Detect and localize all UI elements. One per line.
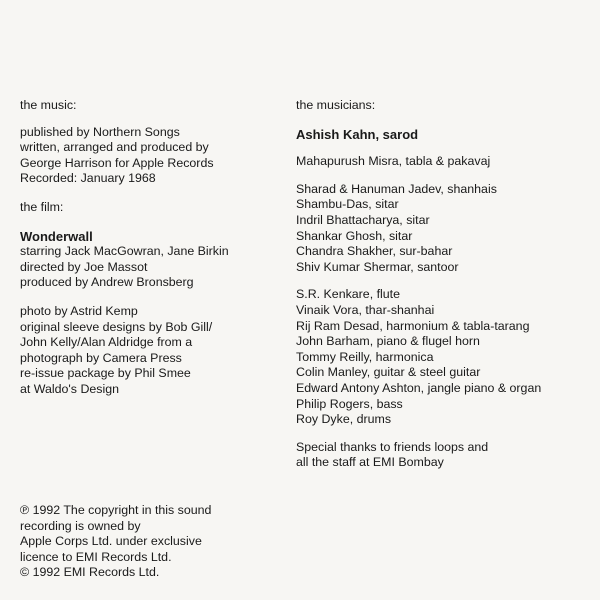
musician-line: Shankar Ghosh, sitar bbox=[296, 228, 413, 243]
thanks-line: all the staff at EMI Bombay bbox=[296, 455, 444, 470]
music-line: published by Northern Songs bbox=[20, 124, 180, 139]
musician-line: Shiv Kumar Shermar, santoor bbox=[296, 259, 459, 274]
credit-line: photo by Astrid Kemp bbox=[20, 303, 138, 318]
film-line: directed by Joe Massot bbox=[20, 259, 148, 274]
musician-line: Shambu-Das, sitar bbox=[296, 197, 399, 212]
film-title: Wonderwall bbox=[20, 228, 93, 244]
credit-line: at Waldo's Design bbox=[20, 381, 120, 396]
musician-line: Roy Dyke, drums bbox=[296, 412, 392, 427]
music-line: Recorded: January 1968 bbox=[20, 171, 156, 186]
copyright-line: ℗ 1992 The copyright in this sound bbox=[20, 503, 212, 517]
musician-line: Edward Antony Ashton, jangle piano & organ bbox=[296, 380, 542, 395]
lead-musician: Ashish Kahn, sarod bbox=[296, 126, 419, 142]
musician-line: S.R. Kenkare, flute bbox=[296, 287, 400, 302]
credit-line: John Kelly/Alan Aldridge from a bbox=[20, 335, 193, 350]
musician-line: Vinaik Vora, thar-shanhai bbox=[296, 302, 435, 317]
musician-line: Philip Rogers, bass bbox=[296, 396, 403, 411]
credit-line: original sleeve designs by Bob Gill/ bbox=[20, 319, 213, 334]
music-line: written, arranged and produced by bbox=[20, 140, 209, 155]
musician-line: Colin Manley, guitar & steel guitar bbox=[296, 365, 481, 380]
musician-line: Chandra Shakher, sur-bahar bbox=[296, 244, 453, 259]
film-line: starring Jack MacGowran, Jane Birkin bbox=[20, 244, 229, 259]
credit-line: re-issue package by Phil Smee bbox=[20, 366, 191, 381]
musicians-heading: the musicians: bbox=[296, 98, 376, 112]
musician-line: Rij Ram Desad, harmonium & tabla-tarang bbox=[296, 318, 530, 333]
copyright-notice bbox=[20, 503, 290, 581]
copyright-line: licence to EMI Records Ltd. bbox=[20, 549, 172, 564]
film-line: produced by Andrew Bronsberg bbox=[20, 275, 194, 290]
musician-line: Tommy Reilly, harmonica bbox=[296, 349, 434, 364]
film-heading: the film: bbox=[20, 199, 64, 214]
music-heading: the music: bbox=[20, 98, 77, 112]
left-column bbox=[20, 98, 290, 398]
right-column bbox=[296, 98, 596, 471]
musician-line: Indril Bhattacharya, sitar bbox=[296, 212, 430, 227]
copyright-line: Apple Corps Ltd. under exclusive bbox=[20, 534, 202, 549]
musician-line: Mahapurush Misra, tabla & pakavaj bbox=[296, 154, 491, 169]
thanks-line: Special thanks to friends loops and bbox=[296, 439, 489, 454]
credit-line: photograph by Camera Press bbox=[20, 350, 182, 365]
musician-line: John Barham, piano & flugel horn bbox=[296, 334, 480, 349]
music-line: George Harrison for Apple Records bbox=[20, 155, 214, 170]
copyright-line: © 1992 EMI Records Ltd. bbox=[20, 565, 160, 580]
copyright-line: recording is owned by bbox=[20, 518, 141, 533]
musician-line: Sharad & Hanuman Jadev, shanhais bbox=[296, 181, 497, 196]
